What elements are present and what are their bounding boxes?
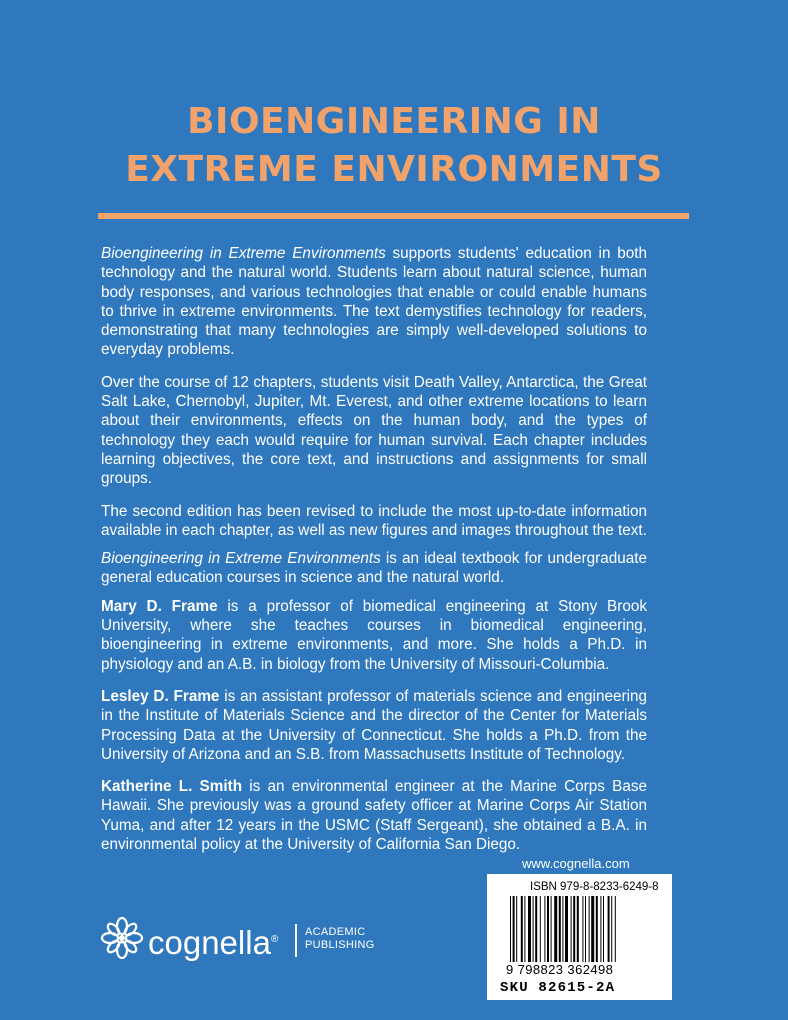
description-paragraph-3: The second edition has been revised to include the most up-to-date information available in each chapter, as well as new figures and images throughout the text. [101, 502, 647, 539]
cognella-logo-icon [98, 914, 146, 962]
description-paragraph-1: Bioengineering in Extreme Environments supports students' education in both technology and the natural world. Students learn about natural science, human body responses, and various technologies that enable or could enable humans to thrive in extreme environments. The text demystifies technology for readers, demonstrating that many technologies are simply well-developed solutions to everyday problems. [101, 245, 647, 359]
description-paragraph-2: Over the course of 12 chapters, students visit Death Valley, Antarctica, the Great Salt Lake, Chernobyl, Jupiter, Mt. Everest, and other extreme locations to learn about their environments, effects on the human body, and the types of technology they each would require for human survival. Each chapter includes learning objectives, the core text, and instructions and assignments for small groups. [101, 373, 647, 488]
barcode-digits: 9 798823 362498 [506, 962, 614, 977]
book-title-line-1: BIOENGINEERING IN [187, 101, 601, 142]
logo-divider [295, 924, 297, 957]
publisher-logo-wordmark: cognella® [148, 924, 279, 961]
book-title-line-2: EXTREME ENVIRONMENTS [125, 149, 663, 190]
author-bio-lesley-frame: Lesley D. Frame is an assistant professor of materials science and engineering in the Institute of Materials Science and the director of the Center for Materials Processing Data at the University of Connecticut. She holds a Ph.D. from the University of Arizona and an S.B. from Massachusetts Institute of Technology. [101, 687, 647, 763]
publisher-logo-subtitle: ACADEMIC PUBLISHING [305, 926, 375, 951]
author-name: Katherine L. Smith [101, 778, 243, 796]
book-title [0, 98, 788, 194]
book-title-italic: Bioengineering in Extreme Environments [101, 550, 381, 568]
publisher-website: www.cognella.com [522, 856, 630, 871]
sku-label: SKU 82615-2A [500, 980, 616, 996]
title-divider [98, 213, 689, 219]
author-bio-katherine-smith: Katherine L. Smith is an environmental engineer at the Marine Corps Base Hawaii. She previously was a ground safety officer at Marine Corps Air Station Yuma, and after 12 years in the USMC (Staff Sergeant), she obtained a B.A. in environmental policy at the University of California San Diego. [101, 778, 647, 854]
book-title-italic: Bioengineering in Extreme Environments [101, 245, 386, 262]
description-paragraph-4: Bioengineering in Extreme Environments is an ideal textbook for undergraduate general education courses in science and the natural world. [101, 550, 647, 587]
isbn-label: ISBN 979-8-8233-6249-8 [530, 881, 659, 893]
author-name: Mary D. Frame [101, 597, 218, 615]
author-name: Lesley D. Frame [101, 687, 220, 705]
back-cover-description [101, 244, 647, 867]
barcode-graphic [510, 896, 646, 962]
author-bio-mary-frame: Mary D. Frame is a professor of biomedical engineering at Stony Brook University, where she teaches courses in biomedical engineering, bioengineering in extreme environments, and more. She holds a Ph.D. in physiology and an A.B. in biology from the University of Missouri-Columbia. [101, 597, 648, 673]
